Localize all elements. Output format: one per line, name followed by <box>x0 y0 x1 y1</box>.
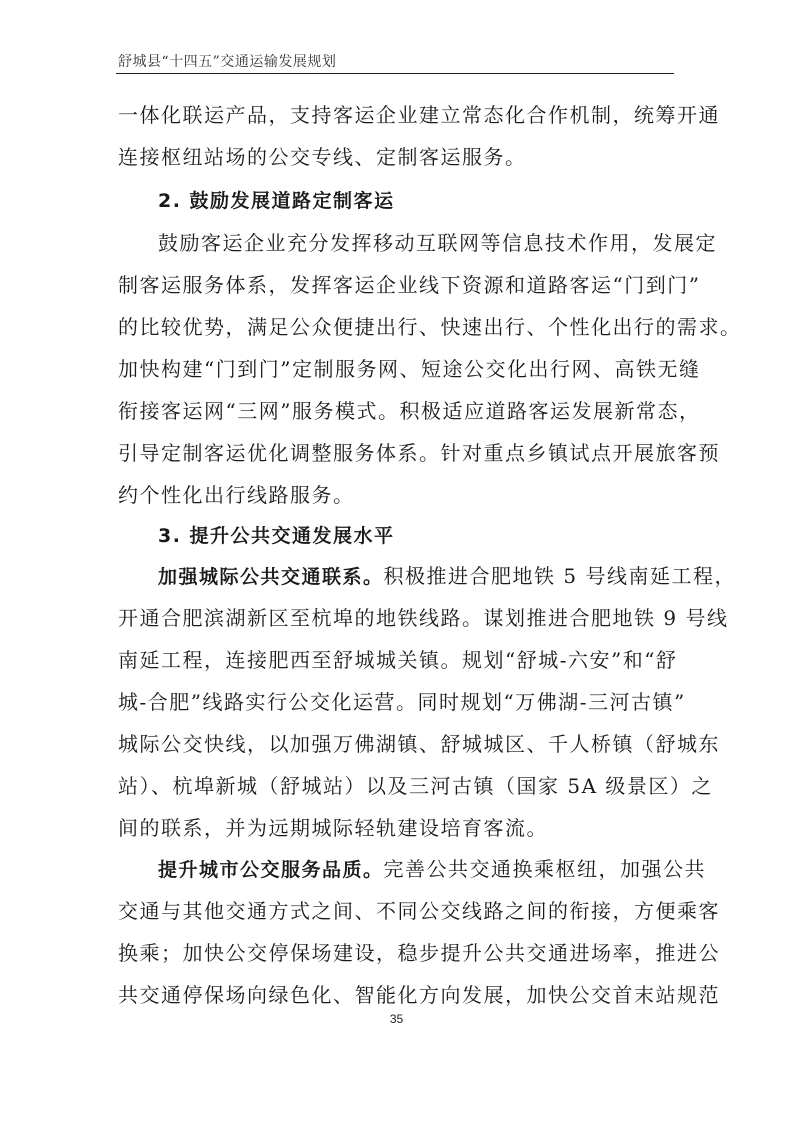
section-heading: 2. 鼓励发展道路定制客运 <box>158 190 395 212</box>
body-line: 引导定制客运优化调整服务体系。针对重点乡镇试点开展旅客预 <box>118 441 720 465</box>
body-line: 共交通停保场向绿色化、智能化方向发展，加快公交首末站规范 <box>118 983 720 1007</box>
body-line: 南延工程，连接肥西至舒城城关镇。规划“舒城-六安”和“舒 <box>118 648 678 672</box>
body-line <box>158 857 706 882</box>
body-line: 衔接客运网“三网”服务模式。积极适应道路客运发展新常态， <box>118 399 701 423</box>
body-line: 一体化联运产品，支持客运企业建立常态化合作机制，统筹开通 <box>118 103 720 127</box>
running-header: 舒城县“十四五”交通运输发展规划 <box>118 54 337 70</box>
page-number: 35 <box>389 1012 404 1026</box>
body-line: 间的联系，并为远期城际轻轨建设培育客流。 <box>118 816 548 840</box>
header-divider <box>116 73 674 74</box>
body-line: 加快构建“门到门”定制服务网、短途公交化出行网、高铁无缝 <box>118 357 701 381</box>
body-line: 城-合肥”线路实行公交化运营。同时规划“万佛湖-三河古镇” <box>118 690 686 714</box>
body-line: 连接枢纽站场的公交专线、定制客运服务。 <box>118 145 527 169</box>
body-text: 积极推进合肥地铁 5 号线南延工程， <box>383 564 736 588</box>
body-line: 站）、杭埠新城（舒城站）以及三河古镇（国家 5A 级景区）之 <box>118 774 713 798</box>
body-line: 制客运服务体系，发挥客运企业线下资源和道路客运“门到门” <box>118 273 701 297</box>
body-line: 交通与其他交通方式之间、不同公交线路之间的衔接，方便乘客 <box>118 899 720 923</box>
body-line: 开通合肥滨湖新区至杭埠的地铁线路。谋划推进合肥地铁 9 号线 <box>118 606 729 630</box>
body-line: 城际公交快线，以加强万佛湖镇、舒城城区、千人桥镇（舒城东 <box>118 732 720 756</box>
body-text: 完善公共交通换乘枢纽，加强公共 <box>383 857 707 881</box>
body-line: 的比较优势，满足公众便捷出行、快速出行、个性化出行的需求。 <box>118 315 742 339</box>
body-line: 换乘；加快公交停保场建设，稳步提升公共交通进场率，推进公 <box>118 941 720 965</box>
bold-lead-phrase: 加强城际公共交通联系。 <box>158 566 384 588</box>
body-line: 约个性化出行线路服务。 <box>118 483 355 507</box>
body-line: 鼓励客运企业充分发挥移动互联网等信息技术作用，发展定 <box>158 231 717 255</box>
body-line <box>158 564 736 589</box>
bold-lead-phrase: 提升城市公交服务品质。 <box>158 859 384 881</box>
section-heading: 3. 提升公共交通发展水平 <box>158 525 395 547</box>
